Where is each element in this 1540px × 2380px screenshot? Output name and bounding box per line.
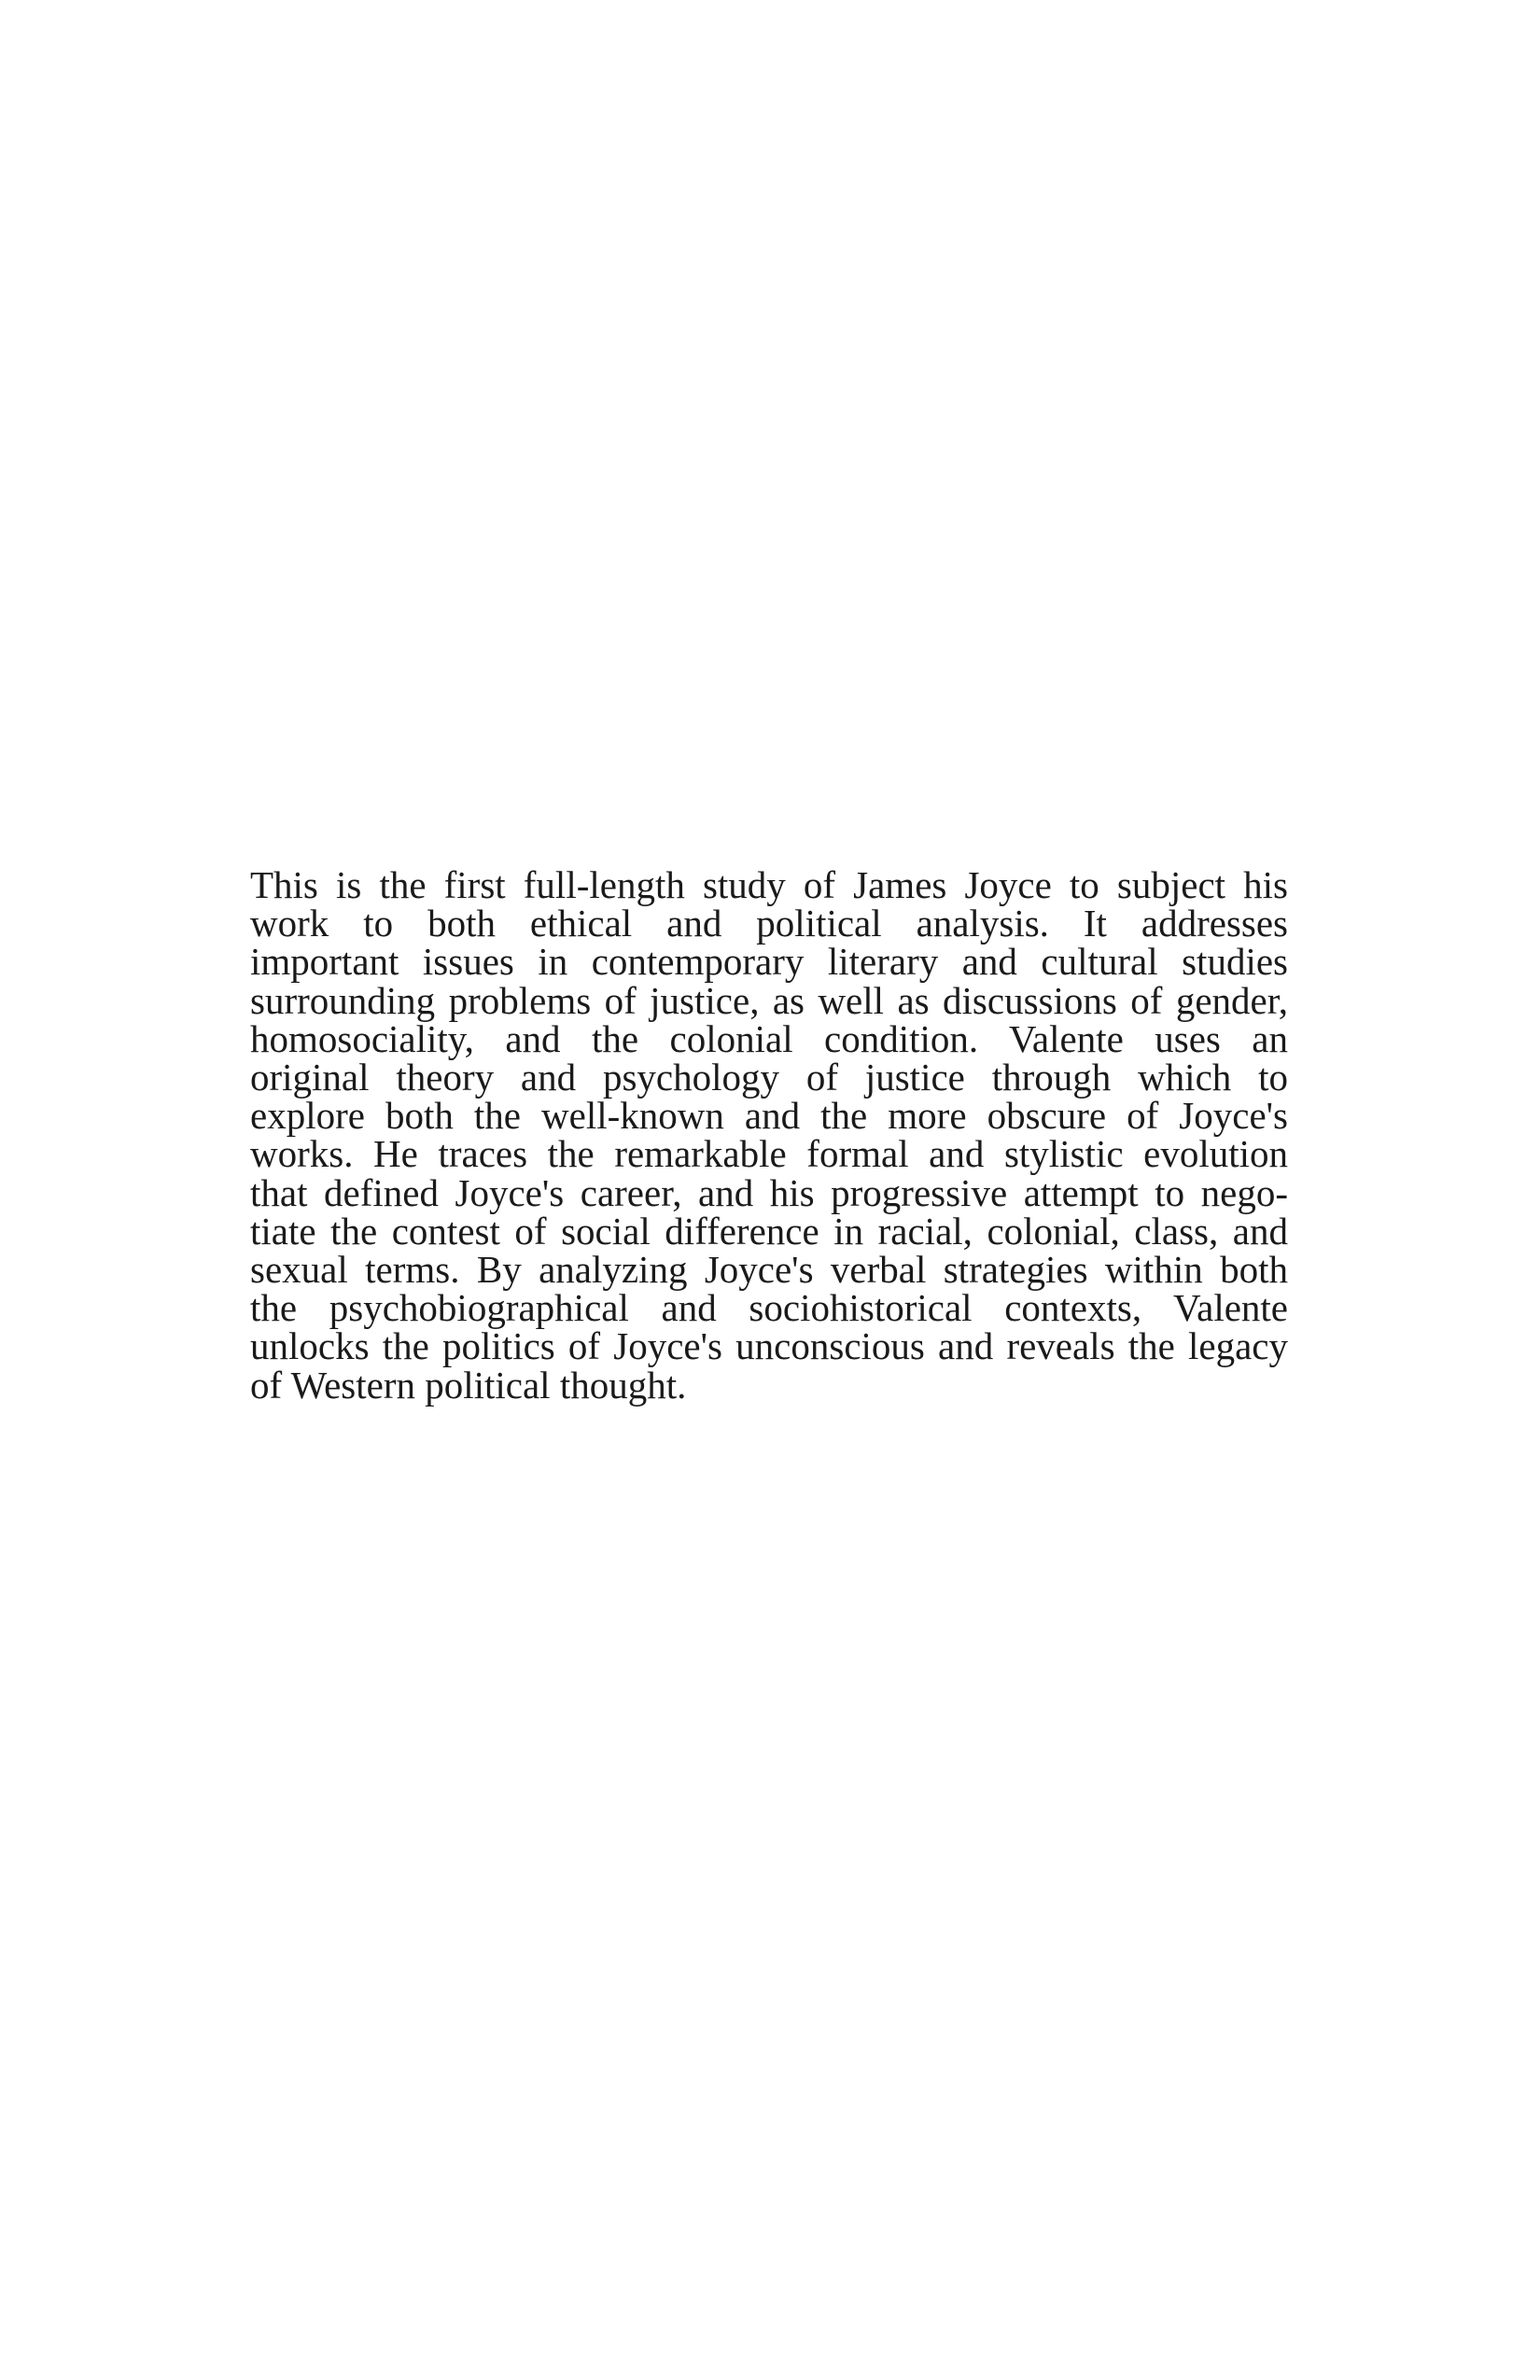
text-line: homosociality, and the colonial condition. Valente uses an [250,1016,1288,1060]
text-line: explore both the well-known and the more obscure of Joyce's [250,1094,1288,1138]
text-line: surrounding problems of justice, as well as discussions of gender, [250,978,1288,1022]
text-line: work to both ethical and political analysis. It addresses [250,902,1288,945]
text-line: works. He traces the remarkable formal and stylistic evolution [250,1132,1288,1176]
text-line: sexual terms. By analyzing Joyce's verbal strategies within both [250,1248,1288,1292]
text-line: This is the first full-length study of James Joyce to subject his [250,863,1288,906]
text-line: important issues in contemporary literary and cultural studies [250,940,1288,984]
text-line: unlocks the politics of Joyce's unconscious and reveals the legacy [250,1324,1288,1368]
book-description-paragraph [250,863,1288,1407]
text-line: that defined Joyce's career, and his progressive attempt to nego- [250,1170,1288,1214]
text-line: tiate the contest of social difference in racial, colonial, class, and [250,1209,1288,1253]
text-line: the psychobiographical and sociohistorical contexts, Valente [250,1286,1288,1330]
text-line: original theory and psychology of justice through which to [250,1056,1288,1099]
text-line: of Western political thought. [250,1363,687,1407]
